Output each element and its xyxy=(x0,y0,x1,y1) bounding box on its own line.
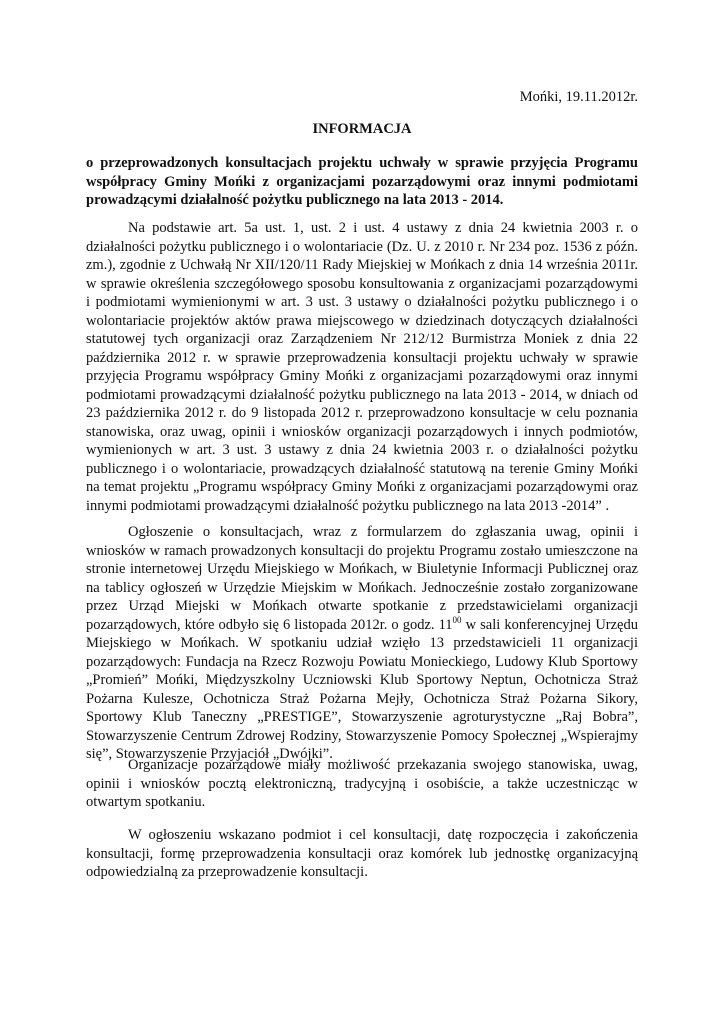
paragraph-submission-methods: Organizacje pozarządowe miały możliwość przekazania swojego stanowiska, uwag, opinii i wniosków pocztą elektroniczną, tradycyjną i osobiście, a także uczestnicząc w otwartym spotkaniu. xyxy=(86,757,638,810)
document-title: INFORMACJA xyxy=(312,121,412,137)
document-subject: o przeprowadzonych konsultacjach projektu uchwały w sprawie przyjęcia Programu współpracy Gminy Mońki z organizacjami pozarządowymi oraz innymi podmiotami prowadzącymi działalność pożytku publicznego na lata 2013 - 2014. xyxy=(86,155,638,208)
paragraph-announcement-text-2: w sali konferencyjnej Urzędu Miejskiego w Mońkach. W spotkaniu udział wzięło 13 przedstawicieli 11 organizacji pozarządowych: Fundacja na Rzecz Rozwoju Powiatu Monieckiego, Ludowy Klub Sportowy „Promień” Mońki, Międzyszkolny Uczniowski Klub Sportowy Neptun, Ochotnicza Straż Pożarna Kulesze, Ochotnicza Straż Pożarna Mejły, Ochotnicza Straż Pożarna Sikory, Sportowy Klub Taneczny „PRESTIGE”, Stowarzyszenie agroturystyczne „Raj Bobra”, Stowarzyszenie Centrum Zdrowej Rodziny, Stowarzyszenie Pomocy Społecznej „Wspierajmy się”, Stowarzyszenie Przyjaciół „Dwójki”. xyxy=(86,616,638,762)
paragraph-legal-basis: Na podstawie art. 5a ust. 1, ust. 2 i ust. 4 ustawy z dnia 24 kwietnia 2003 r. o działalności pożytku publicznego i o wolontariacie (Dz. U. z 2010 r. Nr 234 poz. 1536 z późn. zm.), zgodnie z Uchwałą Nr XII/120/11 Rady Miejskiej w Mońkach z dnia 14 września 2011r. w sprawie określenia szczegółowego sposobu konsultowania z organizacjami pozarządowymi i podmiotami wymienionymi w art. 3 ust. 3 ustawy o działalności pożytku publicznego i o wolontariacie projektów aktów prawa miejscowego w dziedzinach dotyczących działalności statutowej tych organizacji oraz Zarządzeniem Nr 212/12 Burmistrza Moniek z dnia 22 października 2012 r. w sprawie przeprowadzenia konsultacji projektu uchwały w sprawie przyjęcia Programu współpracy Gminy Mońki z organizacjami pozarządowymi oraz innymi podmiotami prowadzącymi działalność pożytku publicznego na lata 2013 - 2014, w dniach od 23 października 2012 r. do 9 listopada 2012 r. przeprowadzono konsultacje w celu poznania stanowiska, oraz uwag, opinii i wniosków organizacji pozarządowych i innych podmiotów, wymienionych w art. 3 ust. 3 ustawy z dnia 24 kwietnia 2003 r. o działalności pożytku publicznego i o wolontariacie, prowadzących działalność statutową na terenie Gminy Mońki na temat projektu „Programu współpracy Gminy Mońki z organizacjami pozarządowymi oraz innymi podmiotami prowadzącymi działalność pożytku publicznego na lata 2013 -2014” . xyxy=(86,220,638,514)
paragraph-announcement-text-1: Ogłoszenie o konsultacjach, wraz z formularzem do zgłaszania uwag, opinii i wniosków w ramach prowadzonych konsultacji do projektu Programu zostało umieszczone na stronie internetowej Urzędu Miejskiego w Mońkach, w Biuletynie Informacji Publicznej oraz na tablicy ogłoszeń w Urzędzie Miejskim w Mońkach. Jednocześnie zostało zorganizowane przez Urząd Miejski w Mońkach otwarte spotkanie z przedstawicielami organizacji pozarządowych, które odbyło się 6 listopada 2012r. o godz. 11 xyxy=(86,524,638,633)
document-page xyxy=(86,0,638,1024)
paragraph-announcement xyxy=(86,523,638,764)
time-superscript: 00 xyxy=(452,614,462,625)
paragraph-announcement-contents: W ogłoszeniu wskazano podmiot i cel konsultacji, datę rozpoczęcia i zakończenia konsultacji, formę przeprowadzenia konsultacji oraz komórek lub jednostkę organizacyjną odpowiedzialną za przeprowadzenie konsultacji. xyxy=(86,827,638,880)
document-date: Mońki, 19.11.2012r. xyxy=(519,89,638,105)
